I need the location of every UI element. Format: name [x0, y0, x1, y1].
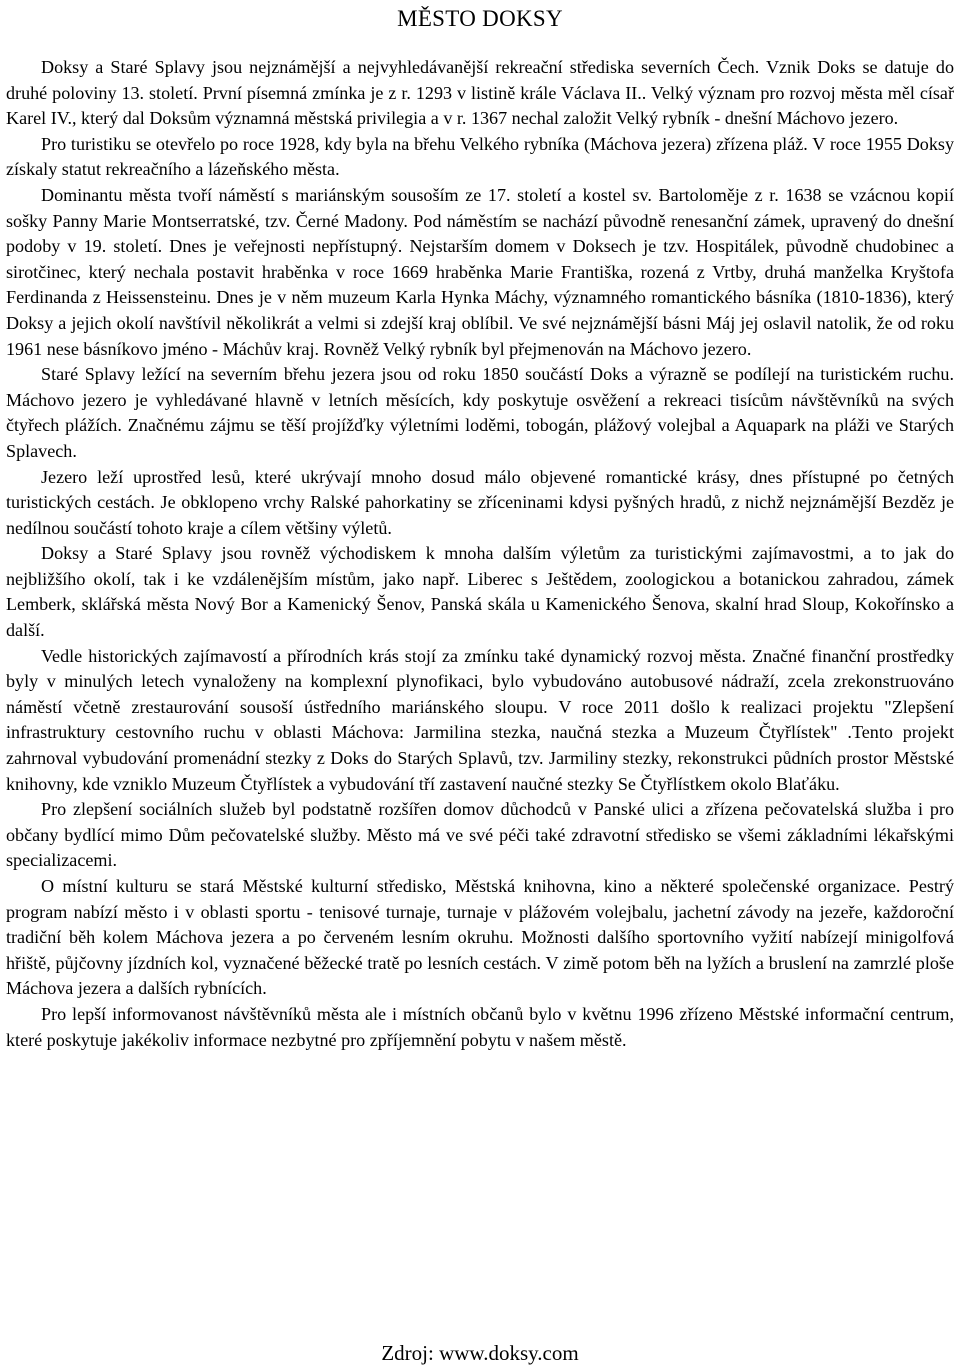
paragraph-landmarks: Dominantu města tvoří náměstí s mariánským sousoším ze 17. století a kostel sv. Bartoloměje z r. 1638 se vzácnou kopií sošky Panny Marie Montserratské, tzv. Černé Madony. Pod náměstím se nachází původně renesanční zámek, upravený do dnešní podoby v 19. století. Dnes je veřejnosti nepřístupný. Nejstarším domem v Doksech je tzv. Hospitálek, původně chudobinec a sirotčinec, který nechala postavit hraběnka v roce 1669 hraběnka Marie Františka, rozená z Vrtby, druhá manželka Kryštofa Ferdinanda z Heissensteinu. Dnes je v něm muzeum Karla Hynka Máchy, významného romantického básníka (1810-1836), který Doksy a jejich okolí navštívil několikrát a velmi si zdejší kraj oblíbil. Ve své nejznámější básni Máj jej oslavil natolik, že od roku 1961 nese básníkovo jméno - Máchův kraj. Rovněž Velký rybník byl přejmenován na Máchovo jezero.: [6, 184, 954, 359]
document-body: [6, 55, 954, 1053]
paragraph-stare-splavy: Staré Splavy ležící na severním břehu jezera jsou od roku 1850 součástí Doks a výrazně se podílejí na turistickém ruchu. Máchovo jezero je vyhledávané hlavně v letních měsících, kdy poskytuje osvěžení a rekreaci tisícům návštěvníků na svých čtyřech plážích. Značnému zájmu se těší projížďky výletními loděmi, tobogán, plážový volejbal a Aquapark na pláži ve Starých Splavech.: [6, 364, 954, 461]
paragraph-history: Doksy a Staré Splavy jsou nejznámější a nejvyhledávanější rekreační střediska severních Čech. Vznik Doks se datuje do druhé poloviny 13. století. První písemná zmínka je z r. 1293 v listině krále Václava II.. Velký význam pro rozvoj města měl císař Karel IV., který dal Doksům významná městská privilegia a v r. 1367 nechal založit Velký rybník - dnešní Máchovo jezero.: [6, 57, 954, 129]
document-page: [6, 0, 954, 1371]
document-title: MĚSTO DOKSY: [397, 6, 563, 31]
paragraph-lake-surroundings: Jezero leží uprostřed lesů, které ukrývají mnoho dosud málo objevené romantické krásy, dnes přístupné po četných turistických cestách. Je obklopeno vrchy Ralské pahorkatiny se zříceninami kdysi pyšných hradů, z nichž nejznámější Bezděz je nedílnou součástí tohoto kraje a cílem většiny výletů.: [6, 466, 954, 538]
paragraph-development: Vedle historických zajímavostí a přírodních krás stojí za zmínku také dynamický rozvoj města. Značné finanční prostředky byly v minulých letech vynaloženy na komplexní plynofikaci, bylo vybudováno autobusové nádraží, zcela zrekonstruováno náměstí včetně zrestaurování sousoší ústředního mariánského sloupu. V roce 2011 došlo k realizaci projektu "Zlepšení infrastruktury cestovního ruchu v oblasti Máchova: Jarmilina stezka, naučná stezka a Muzeum Čtyřlístek" .Tento projekt zahrnoval vybudování promenádní stezky z Doks do Starých Splavů, tzv. Jarmiliny stezky, rekonstrukci půdních prostor Městské knihovny, kde vzniklo Muzeum Čtyřlístek a vybudování tří zastavení naučné stezky Se Čtyřlístkem okolo Blaťáku.: [6, 645, 954, 794]
paragraph-social-services: Pro zlepšení sociálních služeb byl podstatně rozšířen domov důchodců v Panské ulici a zřízena pečovatelská služba i pro občany bydlící mimo Dům pečovatelské služby. Město má ve své péči také zdravotní středisko se všemi základními lékařskými specializacemi.: [6, 799, 954, 871]
source-footer: Zdroj: www.doksy.com: [381, 1341, 579, 1365]
paragraph-info-centre: Pro lepší informovanost návštěvníků města ale i místních občanů bylo v květnu 1996 zřízeno Městské informační centrum, které poskytuje jakékoliv informace nezbytné pro zpříjemnění pobytu v našem městě.: [6, 1003, 954, 1050]
paragraph-tourism: Pro turistiku se otevřelo po roce 1928, kdy byla na břehu Velkého rybníka (Máchova jezera) zřízena pláž. V roce 1955 Doksy získaly statut rekreačního a lázeňského města.: [6, 133, 954, 180]
paragraph-trips: Doksy a Staré Splavy jsou rovněž východiskem k mnoha dalším výletům za turistickými zajímavostmi, a to jak do nejbližšího okolí, tak i ke vzdálenějším místům, jako např. Liberec s Ještědem, zoologickou a botanickou zahradou, zámek Lemberk, sklářská města Nový Bor a Kamenický Šenov, Panská skála u Kamenického Šenova, skalní hrad Sloup, Kokořínsko a další.: [6, 543, 954, 641]
paragraph-culture-sports: O místní kulturu se stará Městské kulturní středisko, Městská knihovna, kino a některé společenské organizace. Pestrý program nabízí město i v oblasti sportu - tenisové turnaje, turnaje v plážovém volejbalu, jachetní závody na jezeře, každoroční tradiční běh kolem Máchova jezera a po červeném lesním okruhu. Možnosti dalšího sportovního vyžití nabízejí minigolfová hřiště, půjčovny jízdních kol, vyznačené běžecké tratě po lesních cestách. V zimě potom běh na lyžích a bruslení na zamrzlé ploše Máchova jezera a dalších rybnících.: [6, 876, 954, 999]
